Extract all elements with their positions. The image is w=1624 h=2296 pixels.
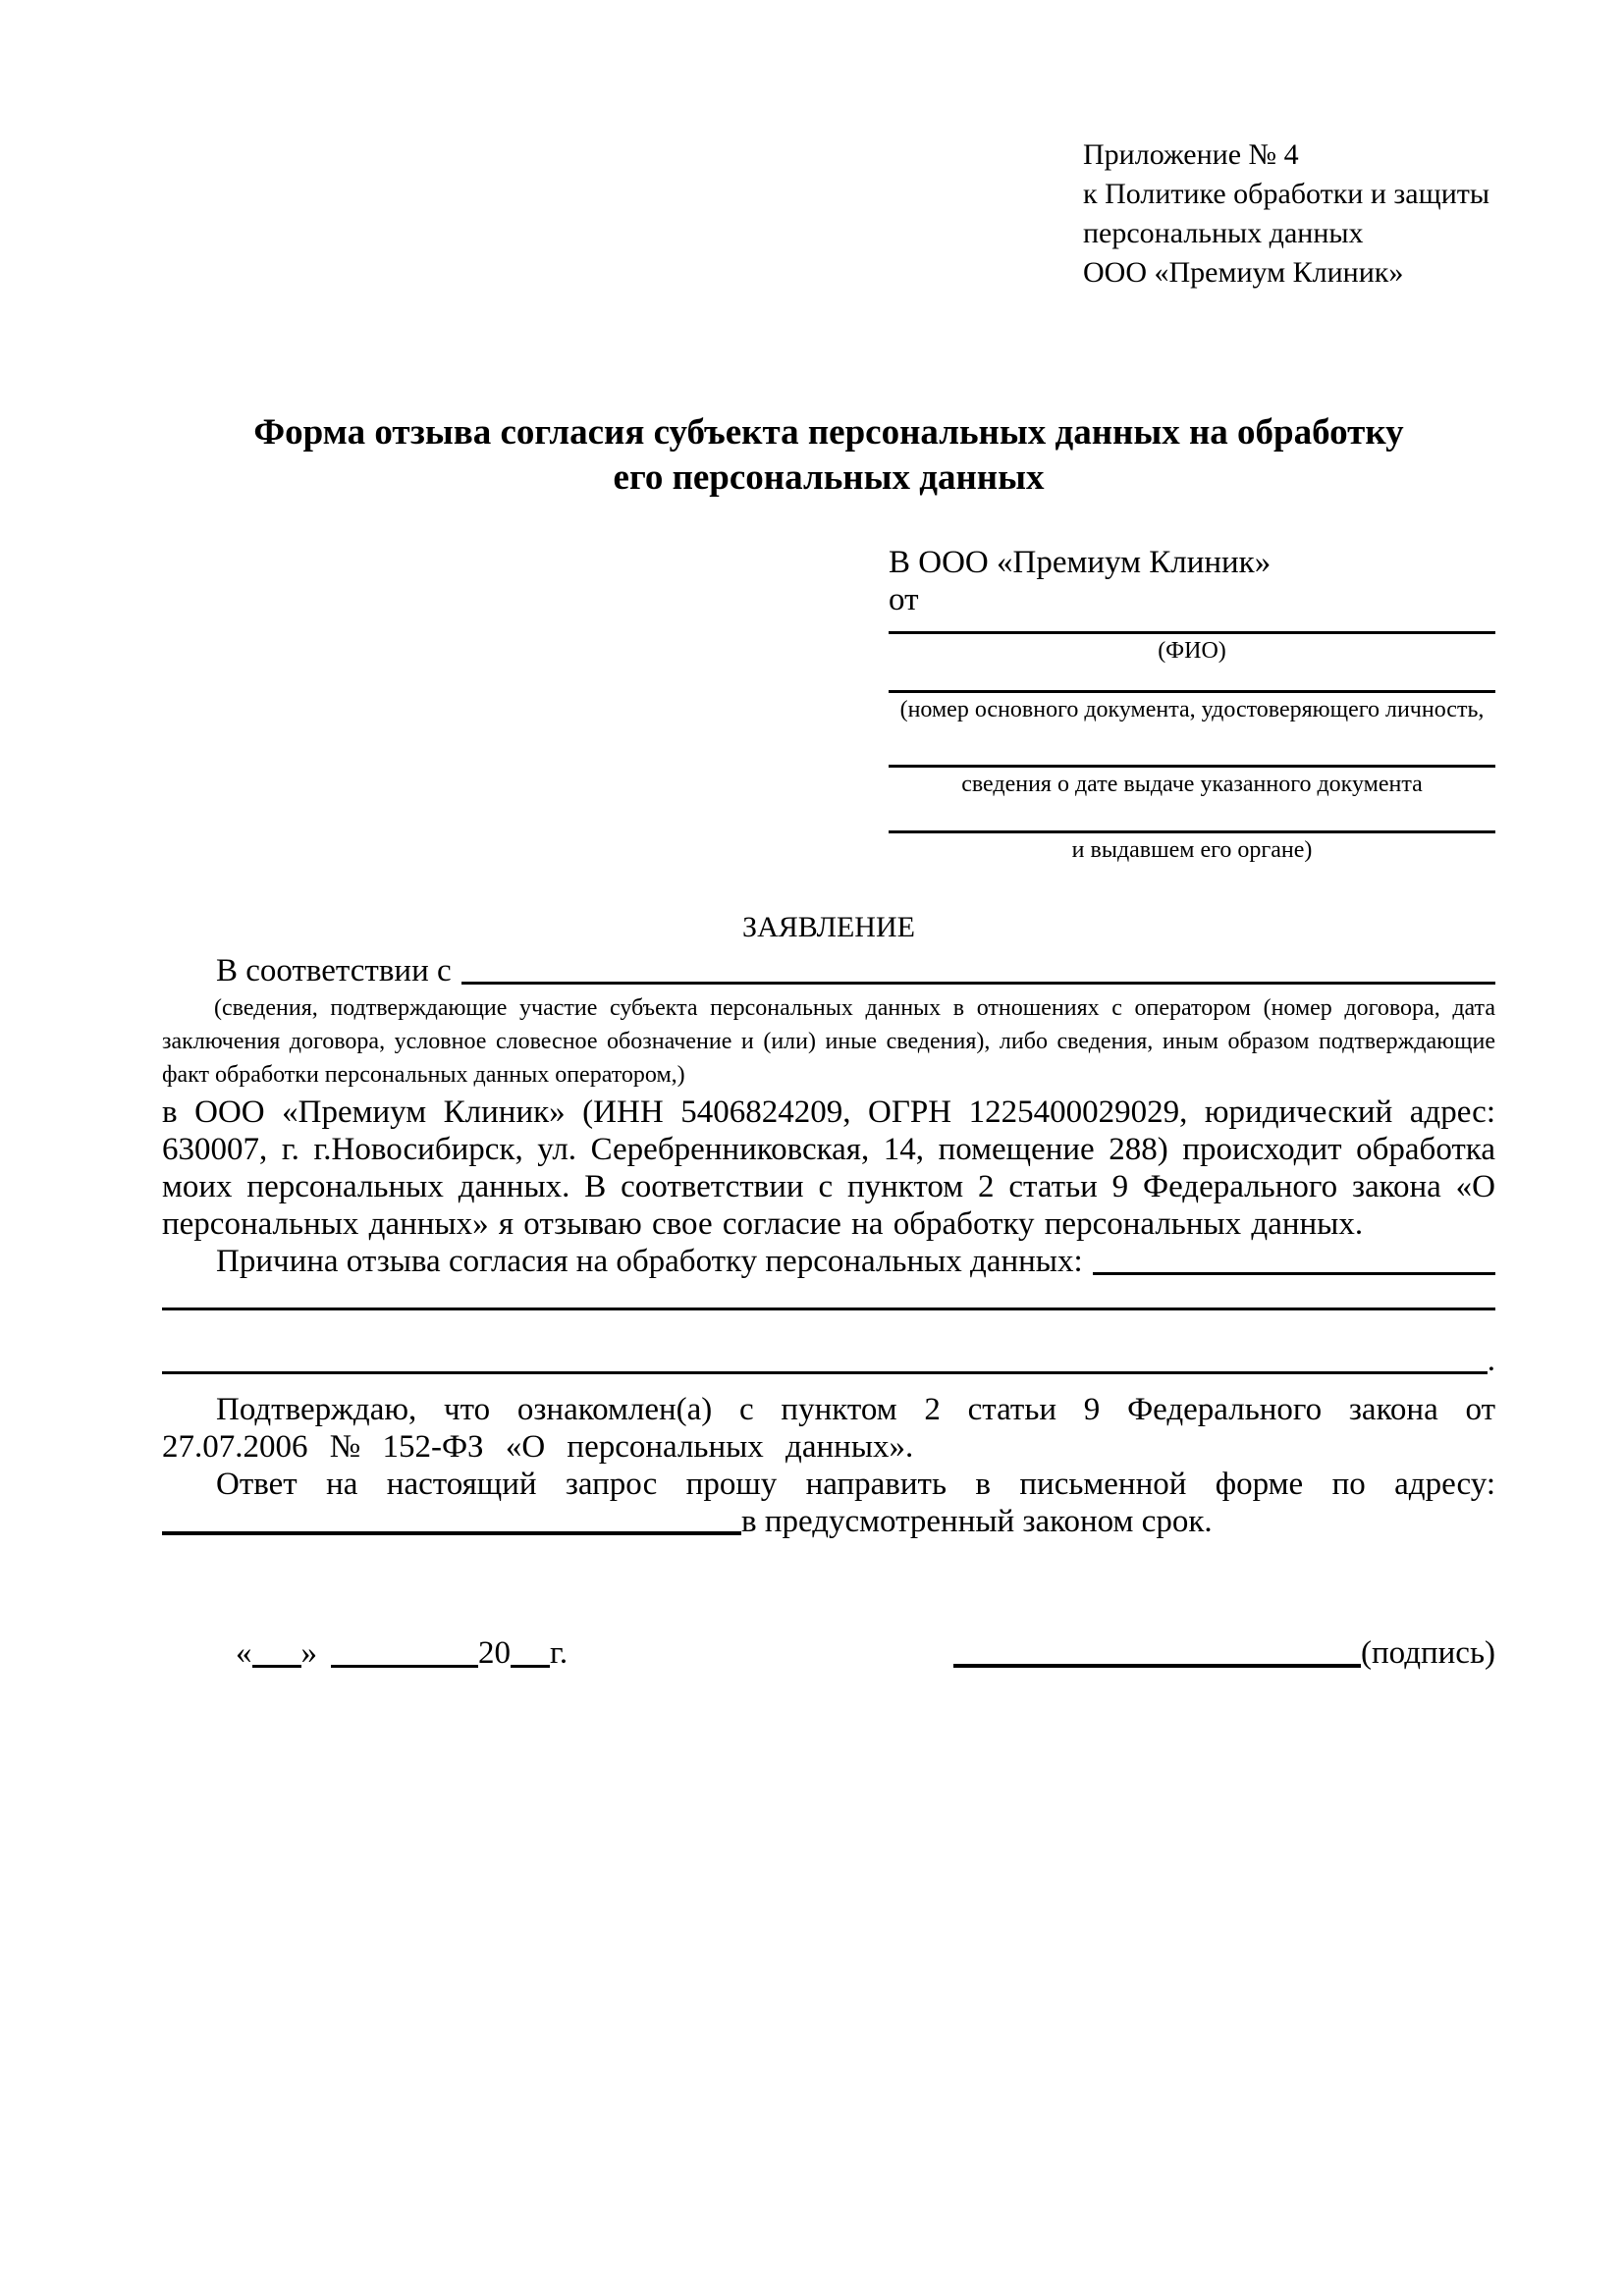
issue-date-blank-line (889, 765, 1495, 768)
appendix-header (1083, 135, 1495, 293)
reason-trailing-period: . (1487, 1343, 1495, 1378)
reason-blank-line-3 (162, 1342, 1488, 1374)
addressee-block (889, 544, 1495, 864)
reply-suffix: в предусмотренный законом срок. (741, 1504, 1213, 1539)
signature-row (162, 1634, 1495, 1672)
signature-caption: (подпись) (1361, 1635, 1495, 1671)
reply-address-blank-line (162, 1503, 741, 1535)
date-month-blank (331, 1641, 478, 1668)
document-title (162, 410, 1495, 501)
document-title-line-2: его персональных данных (613, 457, 1045, 498)
date-field (236, 1634, 568, 1672)
appendix-line-3: персональных данных (1083, 217, 1364, 249)
id-document-caption: (номер основного документа, удостоверяющего личность, (899, 697, 1485, 722)
confirmation-paragraph: Подтверждаю, что ознакомлен(а) с пунктом 2 статьи 9 Федерального закона от 27.07.2006 № 152-ФЗ «О персональных данных». (162, 1392, 1495, 1465)
date-day-blank (252, 1641, 301, 1668)
statement-heading: ЗАЯВЛЕНИЕ (742, 911, 915, 943)
appendix-line-2: к Политике обработки и защиты (1083, 178, 1490, 210)
year-suffix: г. (550, 1635, 568, 1671)
document-title-line-1: Форма отзыва согласия субъекта персональных данных на обработку (253, 412, 1404, 453)
date-year-blank (511, 1641, 550, 1668)
issuing-authority-caption: и выдавшем его органе) (1071, 837, 1313, 863)
fio-blank-line (889, 631, 1495, 634)
id-document-blank-line (889, 690, 1495, 693)
addressee-to: В ООО «Премиум Клиник» (889, 545, 1272, 580)
paragraph-indent (162, 1243, 216, 1280)
reason-blank-line-1 (1093, 1243, 1495, 1275)
fio-caption: (ФИО) (1158, 638, 1226, 664)
signature-field (953, 1634, 1495, 1672)
issuing-authority-blank-line (889, 830, 1495, 833)
paragraph-indent (162, 952, 216, 989)
addressee-from-label: от (889, 582, 919, 617)
signature-blank-line (953, 1640, 1361, 1668)
date-close-quote: » (300, 1635, 317, 1671)
year-prefix: 20 (478, 1635, 511, 1671)
intro-line (162, 952, 1495, 989)
reason-blank-row-3 (162, 1342, 1495, 1379)
issue-date-caption: сведения о дате выдаче указанного документа (961, 772, 1423, 797)
date-open-quote: « (236, 1635, 252, 1671)
appendix-line-1: Приложение № 4 (1083, 138, 1299, 171)
appendix-line-4: ООО «Премиум Клиник» (1083, 256, 1404, 289)
reason-blank-line-2 (162, 1308, 1495, 1310)
reason-label: Причина отзыва согласия на обработку персональных данных: (216, 1244, 1083, 1279)
intro-prefix: В соответствии с (216, 953, 452, 988)
intro-blank-line (461, 952, 1495, 985)
reason-line (162, 1243, 1495, 1280)
intro-footnote: (сведения, подтверждающие участие субъекта персональных данных в отношениях с оператором (номер договора, дата заключения договора, условное словесное обозначение и (или) иные сведения), либо сведения, иным образом подтверждающие факт обработки персональных данных оператором,) (162, 995, 1495, 1088)
reply-request-line: Ответ на настоящий запрос прошу направить в письменной форме по адресу: (216, 1467, 1495, 1502)
reply-address-row (162, 1503, 1495, 1540)
body-paragraph: в ООО «Премиум Клиник» (ИНН 5406824209, ОГРН 1225400029029, юридический адрес: 630007, г. г.Новосибирск, ул. Серебренниковская, 14, помещение 288) происходит обработка моих персональных данных. В соответствии с пунктом 2 статьи 9 Федерального закона «О персональных данных» я отзываю свое согласие на обработку персональных данных. (162, 1095, 1495, 1242)
